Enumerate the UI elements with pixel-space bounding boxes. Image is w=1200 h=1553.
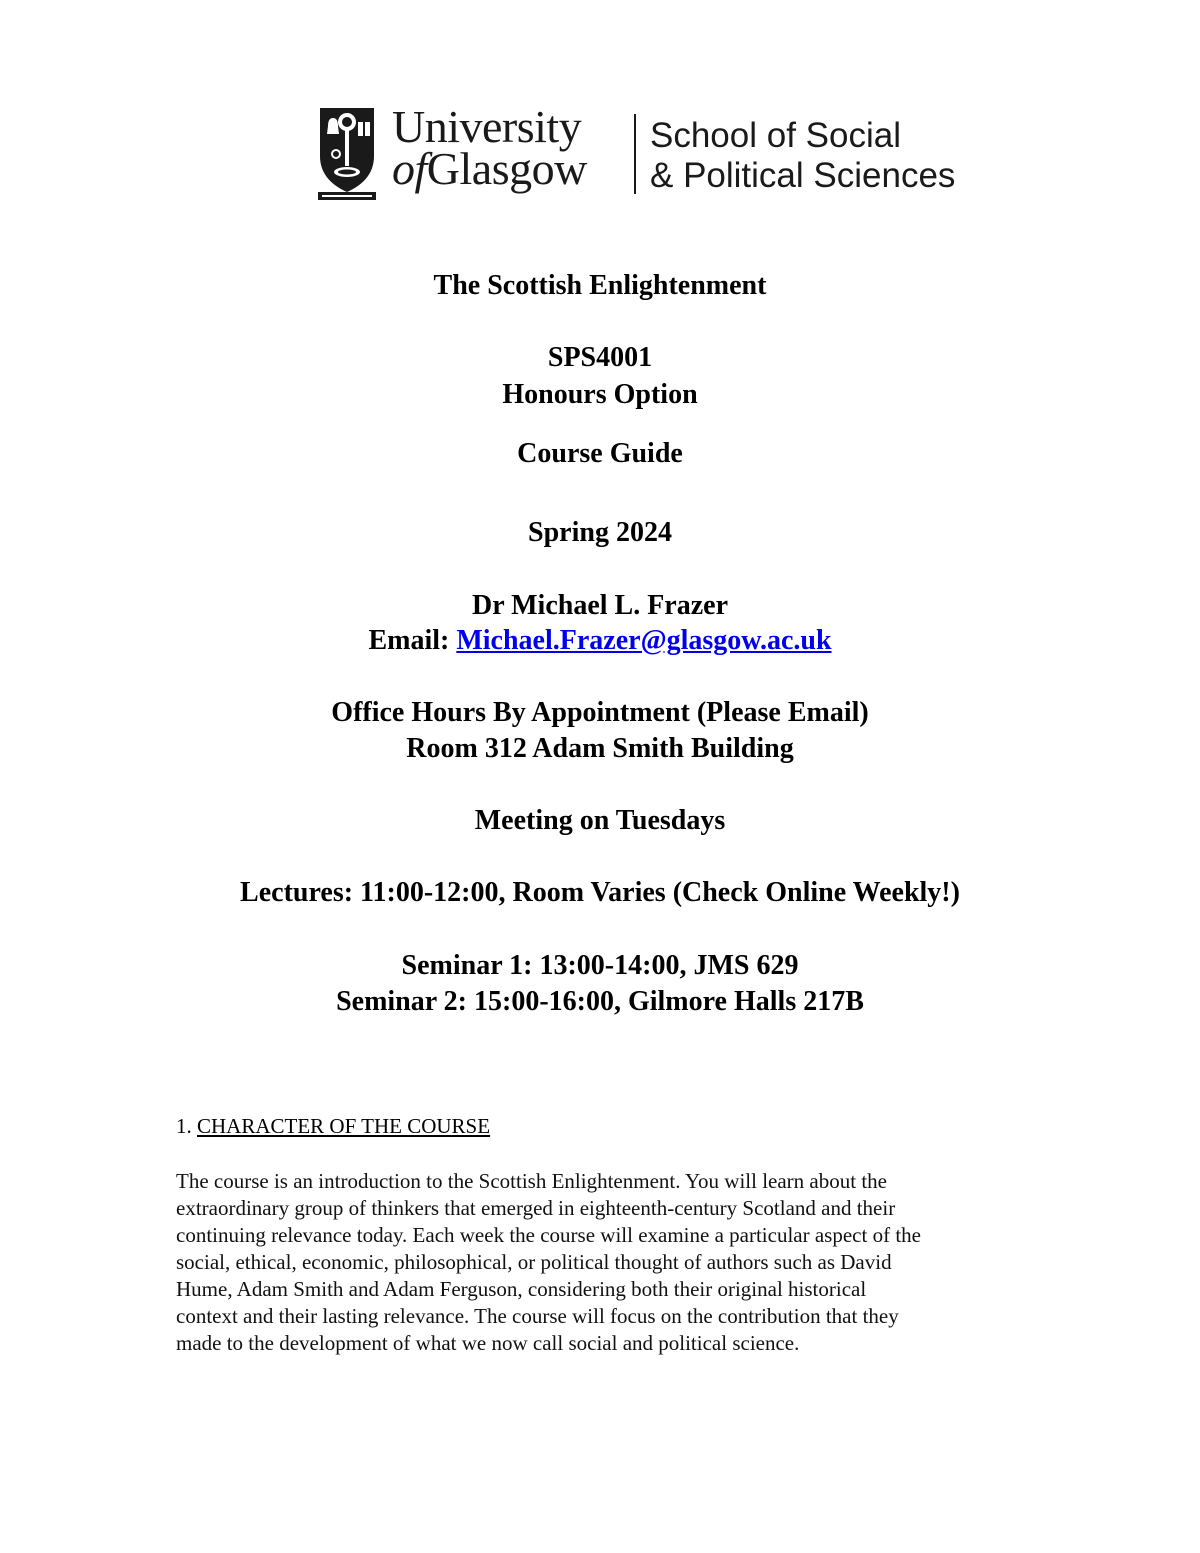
- section-title: CHARACTER OF THE COURSE: [197, 1114, 491, 1138]
- school-line2: & Political Sciences: [650, 156, 956, 195]
- seminar-2: Seminar 2: 15:00-16:00, Gilmore Halls 217B: [336, 986, 864, 1017]
- course-term: Spring 2024: [528, 517, 672, 548]
- university-glasgow: Glasgow: [426, 143, 587, 194]
- paragraph-line: continuing relevance today. Each week the course will examine a particular aspect of the: [176, 1223, 921, 1247]
- university-of: of: [392, 143, 427, 194]
- paragraph-line: social, ethical, economic, philosophical, or political thought of authors such as David: [176, 1250, 892, 1274]
- paragraph-line: context and their lasting relevance. The course will focus on the contribution that they: [176, 1304, 899, 1328]
- paragraph-line: Hume, Adam Smith and Adam Ferguson, considering both their original historical: [176, 1277, 867, 1301]
- university-crest-icon: [316, 104, 378, 202]
- email-label: Email:: [368, 625, 450, 656]
- paragraph-line: made to the development of what we now call social and political science.: [176, 1331, 800, 1355]
- meeting-day: Meeting on Tuesdays: [474, 805, 726, 836]
- letterhead: [316, 101, 996, 204]
- course-title: The Scottish Enlightenment: [433, 270, 767, 301]
- school-line1: School of Social: [650, 116, 901, 155]
- section-heading: [176, 1113, 490, 1139]
- section-number: 1.: [176, 1114, 192, 1138]
- office-room: Room 312 Adam Smith Building: [406, 733, 794, 764]
- lecture-time: Lectures: 11:00-12:00, Room Varies (Check Online Weekly!): [240, 877, 960, 908]
- university-line2: [392, 143, 652, 194]
- course-code: SPS4001: [547, 342, 653, 373]
- paragraph-line: The course is an introduction to the Scottish Enlightenment. You will learn about the: [176, 1169, 887, 1193]
- course-option: Honours Option: [502, 379, 698, 410]
- office-hours: Office Hours By Appointment (Please Email): [331, 697, 869, 728]
- lecturer-name: Dr Michael L. Frazer: [471, 590, 729, 621]
- seminar-1: Seminar 1: 13:00-14:00, JMS 629: [401, 950, 799, 981]
- course-guide: Course Guide: [517, 438, 683, 469]
- email-link[interactable]: Michael.Frazer@glasgow.ac.uk: [456, 625, 832, 656]
- email-line: [0, 625, 1200, 657]
- section-paragraph: [176, 1168, 1026, 1357]
- letterhead-divider: [634, 114, 636, 194]
- university-wordmark: [392, 101, 652, 194]
- university-line1: University: [392, 101, 582, 152]
- paragraph-line: extraordinary group of thinkers that emerged in eighteenth-century Scotland and their: [176, 1196, 896, 1220]
- school-name: [650, 116, 955, 196]
